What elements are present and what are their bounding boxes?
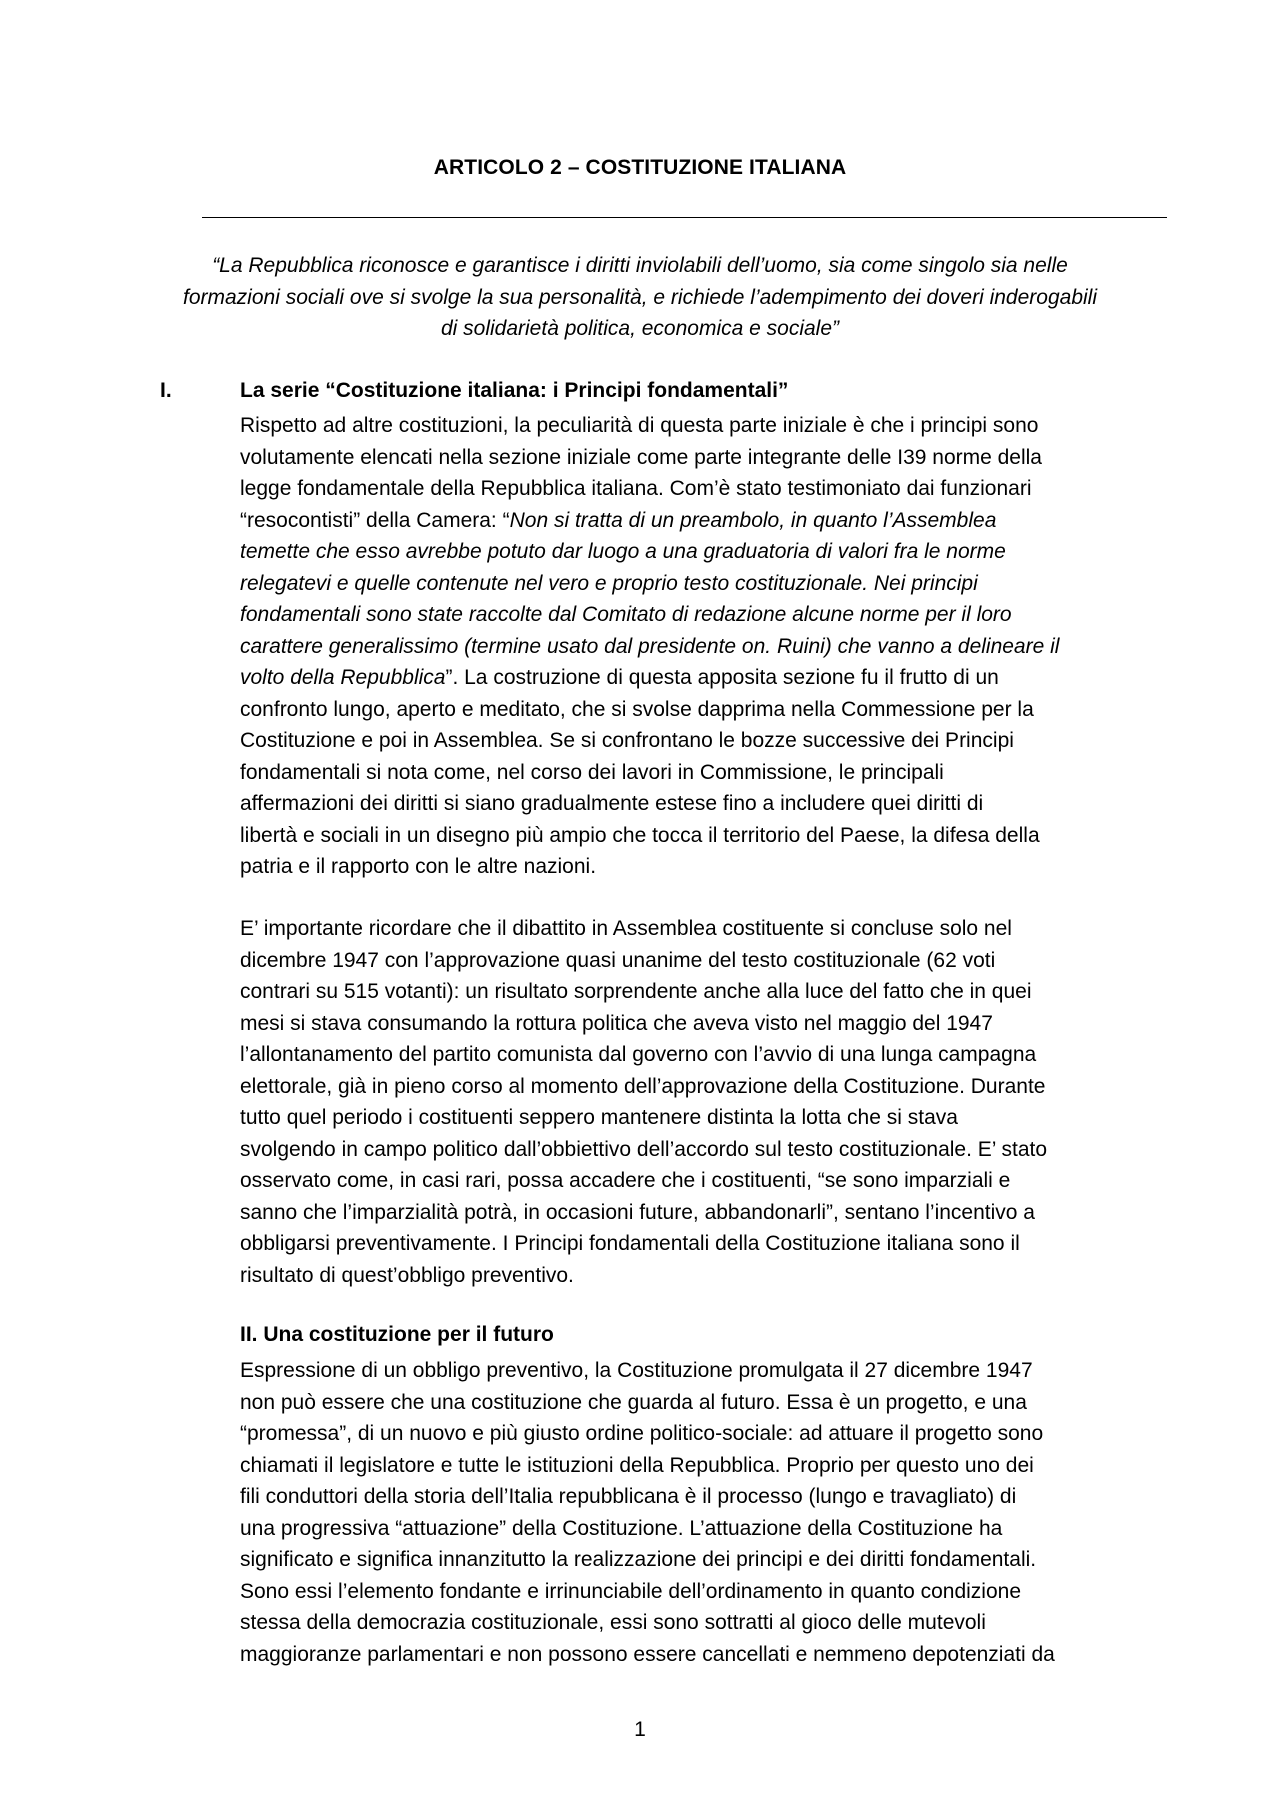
paragraph-line: osservato come, in casi rari, possa accadere che i costituenti, “se sono imparziali e: [240, 1169, 1011, 1192]
paragraph-line: libertà e sociali in un disegno più ampio che tocca il territorio del Paese, la difesa della: [240, 823, 1040, 847]
paragraph-line: Sono essi l’elemento fondante e irrinunciabile dell’ordinamento in quanto condizione: [240, 1579, 1022, 1603]
paragraph-line: mesi si stava consumando la rottura politica che aveva visto nel maggio del 1947: [240, 1011, 993, 1035]
paragraph-line: dicembre 1947 con l’approvazione quasi unanime del testo costituzionale (62 voti: [240, 948, 996, 972]
section1-paragraph-1: [240, 410, 1170, 883]
section2-paragraph: [240, 1355, 1170, 1670]
article-quote: [110, 250, 1170, 345]
paragraph-line: risultato di quest’obbligo preventivo.: [240, 1263, 574, 1287]
paragraph-line: legge fondamentale della Repubblica italiana. Com’è stato testimoniato dai funzionari: [240, 477, 1032, 500]
page-number: 1: [634, 1718, 646, 1741]
quote-line: di solidarietà politica, economica e sociale”: [440, 317, 840, 340]
paragraph-line: “resocontisti” della Camera: “Non si tratta di un preambolo, in quanto l’Assemblea: [240, 508, 997, 532]
document-title: ARTICOLO 2 – COSTITUZIONE ITALIANA: [433, 156, 847, 179]
paragraph-line: Rispetto ad altre costituzioni, la peculiarità di questa parte iniziale è che i principi sono: [240, 414, 1039, 437]
paragraph-line: stessa della democrazia costituzionale, essi sono sottratti al gioco delle mutevoli: [240, 1611, 986, 1634]
paragraph-line: svolgendo in campo politico dall’obbiettivo dell’accordo sul testo costituzionale. E’ stato: [240, 1137, 1048, 1161]
paragraph-line: carattere generalissimo (termine usato dal presidente on. Ruini) che vanno a delineare il: [240, 634, 1060, 658]
paragraph-line: elettorale, già in pieno corso al momento dell’approvazione della Costituzione. Durante: [240, 1074, 1046, 1098]
paragraph-line: chiamati il legislatore e tutte le istituzioni della Repubblica. Proprio per questo uno dei: [240, 1453, 1034, 1477]
paragraph-line: relegatevi e quelle contenute nel vero e proprio testo costituzionale. Nei principi: [240, 571, 978, 595]
paragraph-line: volto della Repubblica”. La costruzione di questa apposita sezione fu il frutto di un: [240, 666, 999, 689]
title-divider: [202, 217, 1167, 218]
paragraph-line: affermazioni dei diritti si siano gradualmente estese fino a includere quei diritti di: [240, 792, 984, 815]
paragraph-line: fondamentali sono state raccolte dal Comitato di redazione alcune norme per il loro: [240, 603, 1012, 626]
paragraph-line: non può essere che una costituzione che guarda al futuro. Essa è un progetto, e una: [240, 1390, 1027, 1414]
paragraph-line: E’ importante ricordare che il dibattito in Assemblea costituente si concluse solo nel: [240, 917, 1012, 940]
section-number: I.: [160, 379, 172, 402]
paragraph-line: sanno che l’imparzialità potrà, in occasioni future, abbandonarli”, sentano l’incentivo a: [240, 1200, 1035, 1224]
quote-line: formazioni sociali ove si svolge la sua personalità, e richiede l’adempimento dei doveri inderogabili: [183, 285, 1097, 309]
paragraph-line: Costituzione e poi in Assemblea. Se si confrontano le bozze successive dei Principi: [240, 729, 1014, 752]
paragraph-line: temette che esso avrebbe potuto dar luogo a una graduatoria di valori fra le norme: [240, 540, 1006, 563]
paragraph-line: maggioranze parlamentari e non possono essere cancellati e nemmeno depotenziati da: [240, 1642, 1055, 1666]
paragraph-line: una progressiva “attuazione” della Costituzione. L’attuazione della Costituzione ha: [240, 1516, 1003, 1540]
paragraph-line: “promessa”, di un nuovo e più giusto ordine politico-sociale: ad attuare il progetto sono: [240, 1422, 1044, 1445]
paragraph-line: tutto quel periodo i costituenti seppero mantenere distinta la lotta che si stava: [240, 1106, 958, 1129]
section1-paragraph-2: [240, 913, 1170, 1291]
paragraph-line: Espressione di un obbligo preventivo, la Costituzione promulgata il 27 dicembre 1947: [240, 1359, 1033, 1382]
paragraph-line: contrari su 515 votanti): un risultato sorprendente anche alla luce del fatto che in quei: [240, 980, 1032, 1003]
paragraph-line: significato e significa innanzitutto la realizzazione dei principi e dei diritti fondamentali.: [240, 1548, 1037, 1571]
section-heading: La serie “Costituzione italiana: i Principi fondamentali”: [240, 379, 789, 402]
paragraph-line: patria e il rapporto con le altre nazioni.: [240, 855, 597, 878]
paragraph-line: obbligarsi preventivamente. I Principi fondamentali della Costituzione italiana sono il: [240, 1232, 1020, 1255]
paragraph-line: l’allontanamento del partito comunista dal governo con l’avvio di una lunga campagna: [240, 1043, 1037, 1066]
paragraph-line: confronto lungo, aperto e meditato, che si svolse dapprima nella Commessione per la: [240, 697, 1034, 721]
paragraph-line: fondamentali si nota come, nel corso dei lavori in Commissione, le principali: [240, 760, 944, 784]
section-heading: II. Una costituzione per il futuro: [240, 1323, 554, 1346]
quote-line: “La Repubblica riconosce e garantisce i diritti inviolabili dell’uomo, sia come singolo sia nelle: [212, 254, 1068, 277]
paragraph-line: volutamente elencati nella sezione iniziale come parte integrante delle I39 norme della: [240, 445, 1042, 469]
paragraph-line: fili conduttori della storia dell’Italia repubblicana è il processo (lungo e travagliato) di: [240, 1485, 1017, 1508]
